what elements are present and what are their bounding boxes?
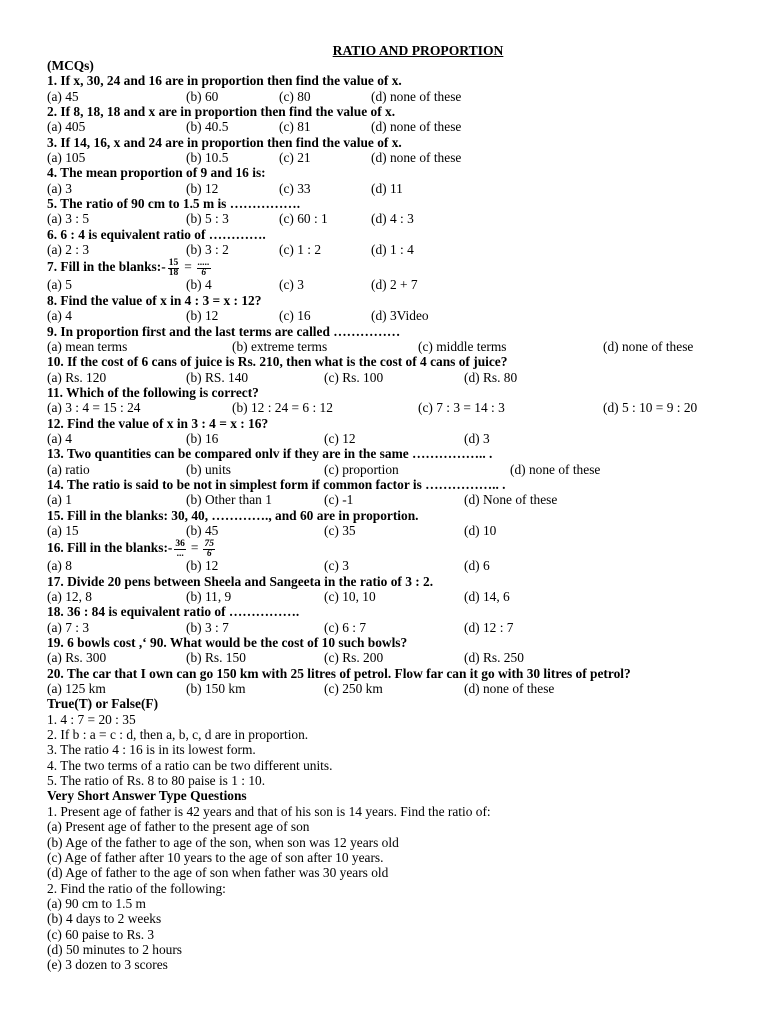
mcq-option: (a) 105 [47,150,86,166]
mcq-options [47,620,758,635]
true-false-item: 5. The ratio of Rs. 8 to 80 paise is 1 : 10. [47,773,266,789]
mcq-option: (d) 10 [464,522,497,538]
fraction [168,259,180,278]
mcq-options [47,277,758,292]
very-short-answer-line: (b) Age of the father to age of the son, when son was 12 years old [47,834,399,850]
mcq-question [47,324,758,339]
page-title: RATIO AND PROPORTION [332,43,504,58]
mcq-question [47,477,758,492]
very-short-answer-line: (e) 3 dozen to 3 scores [47,957,168,973]
mcq-question-text: 7. Fill in the blanks:- [47,259,166,275]
mcq-option: (a) 45 [47,88,79,104]
mcq-option: (d) 6 [464,558,490,574]
worksheet-content [47,58,758,973]
mcq-question-text: 6. 6 : 4 is equivalent ratio of …………. [47,226,266,242]
mcq-option: (c) -1 [324,492,354,508]
fraction-numerator: 15 [168,257,179,268]
very-short-answer-list [47,804,758,973]
mcq-option: (d) 11 [371,180,403,196]
mcq-option: (d) 1 : 4 [371,242,414,258]
mcq-option: (c) 10, 10 [324,589,376,604]
very-short-answer-line: (a) 90 cm to 1.5 m [47,895,146,911]
mcq-option: (a) 2 : 3 [47,242,90,258]
mcq-options [47,431,758,446]
mcq-option: (a) 5 [47,277,72,293]
mcq-question [47,293,758,308]
mcq-option: (c) middle terms [418,338,507,354]
mcq-option: (b) 12 : 24 = 6 : 12 [232,400,333,416]
true-false-item: 2. If b : a = c : d, then a, b, c, d are in proportion. [47,727,309,743]
mcq-option: (c) 33 [279,180,311,196]
mcq-options [47,242,758,257]
mcq-question-text: 15. Fill in the blanks: 30, 40, …………., and 60 are in proportion. [47,507,419,523]
mcq-option: (d) none of these [371,150,462,166]
mcq-question [47,508,758,523]
mcq-question-text: 17. Divide 20 pens between Sheela and Sangeeta in the ratio of 3 : 2. [47,573,434,589]
mcq-list [47,73,758,696]
mcq-question [47,196,758,211]
mcq-question-text: 4. The mean proportion of 9 and 16 is: [47,165,266,181]
mcq-question-text: 13. Two quantities can be compared onlv if they are in the same …………….. . [47,446,493,462]
mcq-option: (d) none of these [464,681,555,697]
mcq-options [47,119,758,134]
mcq-option: (a) Rs. 300 [47,650,107,666]
fraction-denominator: 18 [168,267,179,278]
fraction [174,540,186,559]
mcq-option: (c) 80 [279,88,311,104]
mcq-options [47,681,758,696]
mcq-options [47,370,758,385]
mcq-question [47,227,758,242]
mcq-question [47,574,758,589]
very-short-answer-line: (b) 4 days to 2 weeks [47,911,162,927]
mcq-option: (b) 45 [186,522,219,538]
mcq-question [47,416,758,431]
mcq-options [47,492,758,507]
mcq-option: (a) 405 [47,119,86,135]
mcq-option: (c) 35 [324,522,356,538]
mcq-question [47,538,758,558]
mcq-option: (b) 60 [186,88,219,104]
mcq-option: (c) 12 [324,430,356,446]
mcq-question [47,446,758,461]
mcq-question [47,604,758,619]
mcq-option: (b) Other than 1 [186,492,272,508]
fraction-denominator: 6 [201,267,207,278]
mcq-option: (a) Rs. 120 [47,369,107,385]
mcq-options [47,462,758,477]
mcq-options [47,589,758,604]
very-short-answer-line: 2. Find the ratio of the following: [47,880,226,896]
mcq-question [47,135,758,150]
mcq-option: (d) 14, 6 [464,589,510,604]
mcq-option: (d) none of these [603,338,694,354]
mcq-option: (d) 3Video [371,308,429,324]
mcq-option: (d) 3 [464,430,490,446]
mcq-option: (c) 1 : 2 [279,242,322,258]
fraction-denominator: ... [176,548,184,559]
mcq-option: (c) 3 [324,558,349,574]
mcq-heading: (MCQs) [47,58,94,73]
fraction [203,540,215,559]
equals-sign: = [190,540,199,556]
mcq-question-text: 12. Find the value of x in 3 : 4 = x : 16? [47,415,269,431]
mcq-option: (d) Rs. 250 [464,650,524,666]
mcq-option: (c) proportion [324,461,399,477]
mcq-question-text: 18. 36 : 84 is equivalent ratio of ……………. [47,604,300,620]
mcq-question-text: 9. In proportion first and the last terms are called …………… [47,323,401,339]
mcq-option: (c) 7 : 3 = 14 : 3 [418,400,505,416]
fraction-numerator: 36 [175,538,185,549]
mcq-question [47,354,758,369]
very-short-answer-heading: Very Short Answer Type Questions [47,788,247,804]
mcq-question-text: 20. The car that I own can go 150 km with 25 litres of petrol. Flow far can it go with 30 litres of petrol? [47,665,631,681]
mcq-option: (a) mean terms [47,338,128,354]
mcq-option: (b) 16 [186,430,219,446]
mcq-option: (b) units [186,461,232,477]
mcq-question-text: 16. Fill in the blanks:- [47,540,173,556]
mcq-option: (c) 16 [279,308,311,324]
mcq-option: (a) 4 [47,430,72,446]
mcq-option: (b) 12 [186,180,219,196]
mcq-option: (d) 5 : 10 = 9 : 20 [603,400,698,416]
mcq-question-text: 8. Find the value of x in 4 : 3 = x : 12? [47,292,262,308]
mcq-option: (b) 3 : 7 [186,619,229,635]
very-short-answer-line: (a) Present age of father to the present age of son [47,819,310,835]
mcq-option: (d) None of these [464,492,558,508]
mcq-question-text: 10. If the cost of 6 cans of juice is Rs. 210, then what is the cost of 4 cans of juice? [47,354,508,370]
mcq-options [47,523,758,538]
mcq-question-text: 11. Which of the following is correct? [47,384,259,400]
mcq-option: (b) Rs. 150 [186,650,246,666]
mcq-option: (a) 1 [47,492,72,508]
mcq-question [47,635,758,650]
fraction-numerator: ..... [197,257,210,268]
mcq-question-text: 5. The ratio of 90 cm to 1.5 m is ……………. [47,196,301,212]
equals-sign: = [184,259,192,275]
true-false-heading: True(T) or False(F) [47,696,159,712]
mcq-option: (d) none of these [371,88,462,104]
mcq-option: (b) 3 : 2 [186,242,229,258]
mcq-option: (d) none of these [371,119,462,135]
mcq-option: (b) 10.5 [186,150,229,166]
mcq-option: (b) 150 km [186,681,246,697]
mcq-question [47,104,758,119]
mcq-option: (a) 125 km [47,681,106,697]
true-false-list [47,712,758,789]
mcq-option: (a) 7 : 3 [47,619,90,635]
mcq-option: (b) extreme terms [232,338,328,354]
mcq-option: (a) 4 [47,308,72,324]
mcq-question [47,257,758,277]
mcq-option: (d) 2 + 7 [371,277,418,293]
very-short-answer-line: (c) Age of father after 10 years to the age of son after 10 years. [47,849,384,865]
mcq-question-text: 1. If x, 30, 24 and 16 are in proportion then find the value of x. [47,73,402,89]
mcq-options [47,308,758,323]
mcq-options [47,650,758,665]
fraction-denominator: 6 [206,548,212,559]
fraction-numerator: 75 [204,538,214,549]
very-short-answer-line: (c) 60 paise to Rs. 3 [47,926,155,942]
mcq-option: (c) 3 [279,277,304,293]
mcq-question [47,385,758,400]
mcq-option: (b) RS. 140 [186,369,249,385]
mcq-option: (b) 12 [186,308,219,324]
mcq-option: (a) 3 [47,180,72,196]
mcq-options [47,150,758,165]
mcq-question-text: 3. If 14, 16, x and 24 are in proportion then find the value of x. [47,134,402,150]
mcq-option: (b) 11, 9 [186,589,232,604]
mcq-option: (c) 6 : 7 [324,619,367,635]
mcq-question [47,666,758,681]
mcq-options [47,211,758,226]
mcq-question [47,73,758,88]
true-false-item: 1. 4 : 7 = 20 : 35 [47,711,136,727]
mcq-option: (b) 12 [186,558,219,574]
mcq-options [47,400,758,415]
true-false-item: 3. The ratio 4 : 16 is in its lowest form. [47,742,256,758]
mcq-option: (d) none of these [510,461,601,477]
mcq-option: (a) 8 [47,558,72,574]
mcq-option: (d) 4 : 3 [371,211,414,227]
mcq-option: (a) ratio [47,461,90,477]
mcq-option: (a) 3 : 4 = 15 : 24 [47,400,141,416]
mcq-options [47,181,758,196]
mcq-option: (a) 12, 8 [47,589,92,604]
mcq-option: (b) 40.5 [186,119,229,135]
mcq-option: (b) 5 : 3 [186,211,229,227]
mcq-question [47,165,758,180]
mcq-option: (d) Rs. 80 [464,369,518,385]
mcq-option: (c) Rs. 100 [324,369,384,385]
mcq-question-text: 14. The ratio is said to be not in simplest form if common factor is …………….. . [47,476,506,492]
fraction [197,259,211,278]
mcq-option: (c) 21 [279,150,311,166]
mcq-option: (c) Rs. 200 [324,650,384,666]
mcq-question-text: 19. 6 bowls cost ,‘ 90. What would be the cost of 10 such bowls? [47,635,408,651]
true-false-item: 4. The two terms of a ratio can be two different units. [47,757,333,773]
mcq-option: (c) 81 [279,119,311,135]
mcq-option: (d) 12 : 7 [464,619,514,635]
mcq-option: (a) 15 [47,522,79,538]
mcq-option: (a) 3 : 5 [47,211,90,227]
mcq-options [47,339,758,354]
very-short-answer-line: (d) 50 minutes to 2 hours [47,941,183,957]
very-short-answer-line: (d) Age of father to the age of son when father was 30 years old [47,865,389,881]
mcq-option: (c) 60 : 1 [279,211,328,227]
mcq-options [47,89,758,104]
mcq-options [47,558,758,573]
mcq-option: (b) 4 [186,277,212,293]
mcq-question-text: 2. If 8, 18, 18 and x are in proportion then find the value of x. [47,104,396,120]
very-short-answer-line: 1. Present age of father is 42 years and that of his son is 14 years. Find the ratio of: [47,803,491,819]
mcq-option: (c) 250 km [324,681,383,697]
